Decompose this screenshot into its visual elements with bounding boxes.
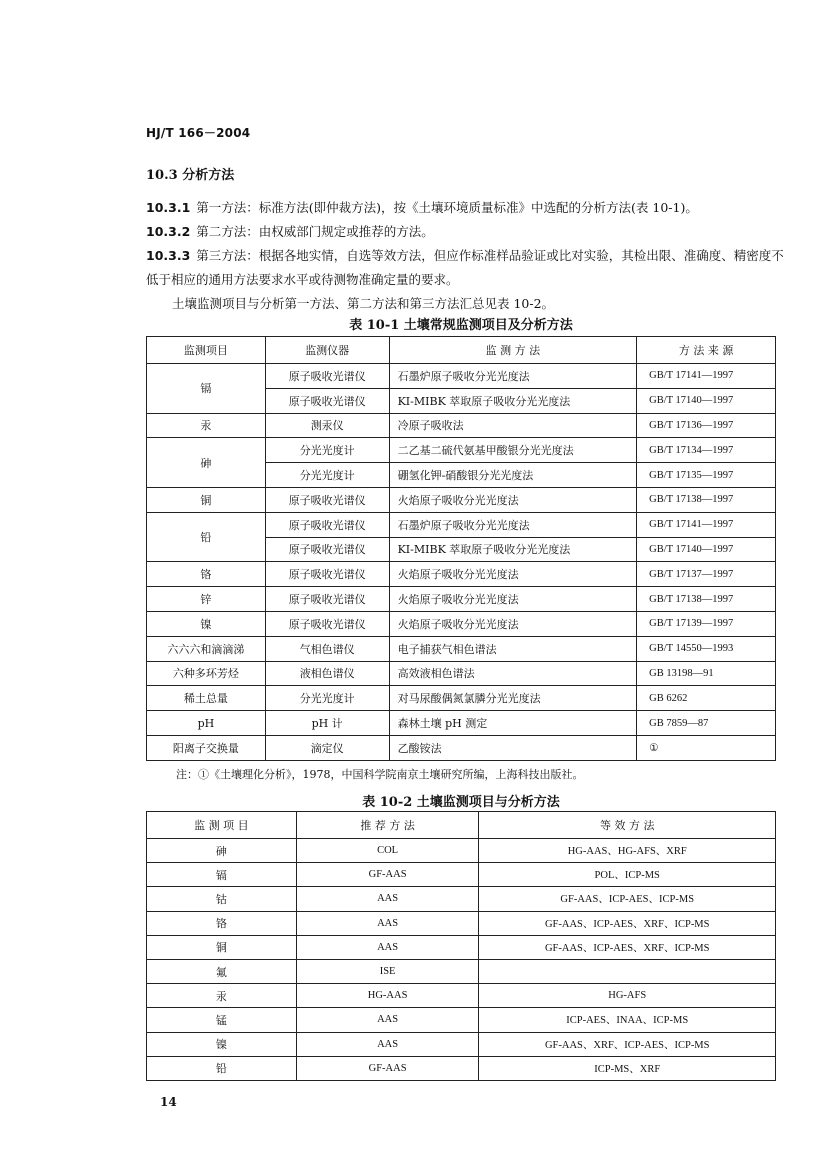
table2-item: 铅 <box>147 1056 297 1080</box>
table1-instrument: 气相色谱仪 <box>265 636 389 661</box>
table1-method: 火焰原子吸收分光光度法 <box>389 562 637 587</box>
table1-method: 火焰原子吸收分光光度法 <box>389 587 637 612</box>
table-row <box>147 1008 776 1032</box>
table1-source: GB 7859—87 <box>637 711 776 736</box>
table-row <box>147 1032 776 1056</box>
paragraph-number: 10.3.3 <box>146 248 191 263</box>
paragraph-10-3-3 <box>146 244 786 292</box>
table1-item: 砷 <box>147 438 266 488</box>
table-row <box>147 887 776 911</box>
table1-method: 二乙基二硫代氨基甲酸银分光光度法 <box>389 438 637 463</box>
table-row <box>147 611 776 636</box>
table2-item: 汞 <box>147 984 297 1008</box>
table1-source: GB/T 17137—1997 <box>637 562 776 587</box>
table-row <box>147 512 776 537</box>
table-row <box>147 636 776 661</box>
table2-item: 铜 <box>147 935 297 959</box>
table2-recommended: ISE <box>296 959 479 983</box>
table1-source: GB 6262 <box>637 686 776 711</box>
table1-method: KI-MIBK 萃取原子吸收分光光度法 <box>389 388 637 413</box>
table1-instrument: 液相色谱仪 <box>265 661 389 686</box>
table1-header-cell: 方 法 来 源 <box>637 337 776 364</box>
table2-header-row <box>147 812 776 839</box>
table-row <box>147 1056 776 1080</box>
table1-instrument: 原子吸收光谱仪 <box>265 537 389 562</box>
table1-instrument: 原子吸收光谱仪 <box>265 512 389 537</box>
table-row <box>147 984 776 1008</box>
table1-method: 石墨炉原子吸收分光光度法 <box>389 364 637 389</box>
table1-header-cell: 监测仪器 <box>265 337 389 364</box>
table1-source: GB 13198—91 <box>637 661 776 686</box>
table-row <box>147 839 776 863</box>
table1-item: 六种多环芳烃 <box>147 661 266 686</box>
table1-source: GB/T 17136—1997 <box>637 413 776 438</box>
table1-source: GB/T 17141—1997 <box>637 512 776 537</box>
table1-item: pH <box>147 711 266 736</box>
table2-item: 铬 <box>147 911 297 935</box>
table1-method: 乙酸铵法 <box>389 735 637 760</box>
table1-instrument: 原子吸收光谱仪 <box>265 364 389 389</box>
paragraph-10-3-2 <box>146 220 786 244</box>
table1-method: 高效液相色谱法 <box>389 661 637 686</box>
table-row <box>147 562 776 587</box>
table-row <box>147 487 776 512</box>
table1-source: GB/T 17140—1997 <box>637 537 776 562</box>
table2-equivalent: HG-AAS、HG-AFS、XRF <box>479 839 776 863</box>
table-row <box>147 959 776 983</box>
table1-item: 锌 <box>147 587 266 612</box>
table2-equivalent <box>479 959 776 983</box>
table-row <box>147 413 776 438</box>
table1-instrument: 原子吸收光谱仪 <box>265 611 389 636</box>
table1-item: 铜 <box>147 487 266 512</box>
table1-method: 硼氢化钾-硝酸银分光光度法 <box>389 463 637 488</box>
table2-header-cell: 推 荐 方 法 <box>296 812 479 839</box>
table2-recommended: AAS <box>296 1032 479 1056</box>
paragraph-number: 10.3.1 <box>146 200 191 215</box>
table1-instrument: 原子吸收光谱仪 <box>265 388 389 413</box>
table1-method: 火焰原子吸收分光光度法 <box>389 611 637 636</box>
table-row <box>147 587 776 612</box>
page-number: 14 <box>160 1095 177 1109</box>
table2-equivalent: ICP-MS、XRF <box>479 1056 776 1080</box>
table1-header-cell: 监 测 方 法 <box>389 337 637 364</box>
table1-instrument: pH 计 <box>265 711 389 736</box>
table2-header-cell: 等 效 方 法 <box>479 812 776 839</box>
table2 <box>146 811 776 1081</box>
table2-recommended: AAS <box>296 1008 479 1032</box>
paragraph-number: 10.3.2 <box>146 224 191 239</box>
paragraph-10-3-1 <box>146 196 786 220</box>
table2-item: 砷 <box>147 839 297 863</box>
table1-instrument: 分光光度计 <box>265 686 389 711</box>
table1-header-row <box>147 337 776 364</box>
table-row <box>147 438 776 463</box>
table1-source: GB/T 17138—1997 <box>637 587 776 612</box>
table2-equivalent: GF-AAS、ICP-AES、ICP-MS <box>479 887 776 911</box>
table-row <box>147 364 776 389</box>
table1-method: 对马尿酸偶氮氯膦分光光度法 <box>389 686 637 711</box>
document-code: HJ/T 166－2004 <box>146 126 251 140</box>
table-row <box>147 935 776 959</box>
table1-method: 森林土壤 pH 测定 <box>389 711 637 736</box>
table1-item: 六六六和滴滴涕 <box>147 636 266 661</box>
table1-source: GB/T 17140—1997 <box>637 388 776 413</box>
table2-title: 表 10-2 土壤监测项目与分析方法 <box>362 795 560 810</box>
table1-method: KI-MIBK 萃取原子吸收分光光度法 <box>389 537 637 562</box>
table2-recommended: GF-AAS <box>296 1056 479 1080</box>
table2-header-cell: 监 测 项 目 <box>147 812 297 839</box>
table-row <box>147 735 776 760</box>
table1-instrument: 原子吸收光谱仪 <box>265 487 389 512</box>
table1-source: GB/T 14550—1993 <box>637 636 776 661</box>
table2-equivalent: GF-AAS、ICP-AES、XRF、ICP-MS <box>479 911 776 935</box>
table1-item: 汞 <box>147 413 266 438</box>
table2-recommended: HG-AAS <box>296 984 479 1008</box>
table2-item: 锰 <box>147 1008 297 1032</box>
table2-item: 镍 <box>147 1032 297 1056</box>
paragraph-text: 第三方法：根据各地实情，自选等效方法，但应作标准样品验证或比对实验，其检出限、准确度、精密度不低于相应的通用方法要求水平或待测物准确定量的要求。 <box>146 248 784 287</box>
table1-instrument: 原子吸收光谱仪 <box>265 587 389 612</box>
table1-footnote: 注：①《土壤理化分析》，1978，中国科学院南京土壤研究所编，上海科技出版社。 <box>176 768 584 781</box>
table-row <box>147 911 776 935</box>
table1-instrument: 原子吸收光谱仪 <box>265 562 389 587</box>
table1-instrument: 分光光度计 <box>265 463 389 488</box>
table1-source: GB/T 17139—1997 <box>637 611 776 636</box>
table1 <box>146 336 776 761</box>
section-title: 10.3 分析方法 <box>146 168 235 183</box>
table2-equivalent: HG-AFS <box>479 984 776 1008</box>
table1-source: GB/T 17134—1997 <box>637 438 776 463</box>
table-row <box>147 661 776 686</box>
table1-instrument: 滴定仪 <box>265 735 389 760</box>
table2-recommended: AAS <box>296 887 479 911</box>
table1-instrument: 分光光度计 <box>265 438 389 463</box>
table1-item: 稀土总量 <box>147 686 266 711</box>
table1-source: GB/T 17135—1997 <box>637 463 776 488</box>
table2-recommended: COL <box>296 839 479 863</box>
paragraph-text: 第一方法：标准方法(即仲裁方法)，按《土壤环境质量标准》中选配的分析方法(表 10-1)。 <box>196 200 698 215</box>
table-row <box>147 711 776 736</box>
table1-item: 镍 <box>147 611 266 636</box>
table1-method: 石墨炉原子吸收分光光度法 <box>389 512 637 537</box>
table2-equivalent: GF-AAS、ICP-AES、XRF、ICP-MS <box>479 935 776 959</box>
table1-source: ① <box>637 735 776 760</box>
table2-recommended: GF-AAS <box>296 863 479 887</box>
table1-title: 表 10-1 土壤常规监测项目及分析方法 <box>349 318 573 333</box>
table2-equivalent: ICP-AES、INAA、ICP-MS <box>479 1008 776 1032</box>
table2-item: 镉 <box>147 863 297 887</box>
table-row <box>147 863 776 887</box>
table1-item: 铅 <box>147 512 266 562</box>
table1-item: 镉 <box>147 364 266 414</box>
table1-method: 电子捕获气相色谱法 <box>389 636 637 661</box>
table1-method: 火焰原子吸收分光光度法 <box>389 487 637 512</box>
table1-instrument: 测汞仪 <box>265 413 389 438</box>
table-row <box>147 686 776 711</box>
table1-source: GB/T 17138—1997 <box>637 487 776 512</box>
table2-item: 氟 <box>147 959 297 983</box>
paragraph-text: 第二方法：由权威部门规定或推荐的方法。 <box>196 224 434 239</box>
table2-equivalent: POL、ICP-MS <box>479 863 776 887</box>
table1-item: 铬 <box>147 562 266 587</box>
table2-item: 钴 <box>147 887 297 911</box>
table2-recommended: AAS <box>296 935 479 959</box>
table2-recommended: AAS <box>296 911 479 935</box>
table1-header-cell: 监测项目 <box>147 337 266 364</box>
table1-source: GB/T 17141—1997 <box>637 364 776 389</box>
paragraph-summary: 土壤监测项目与分析第一方法、第二方法和第三方法汇总见表 10-2。 <box>172 296 555 311</box>
table1-item: 阳离子交换量 <box>147 735 266 760</box>
table2-equivalent: GF-AAS、XRF、ICP-AES、ICP-MS <box>479 1032 776 1056</box>
table1-method: 冷原子吸收法 <box>389 413 637 438</box>
